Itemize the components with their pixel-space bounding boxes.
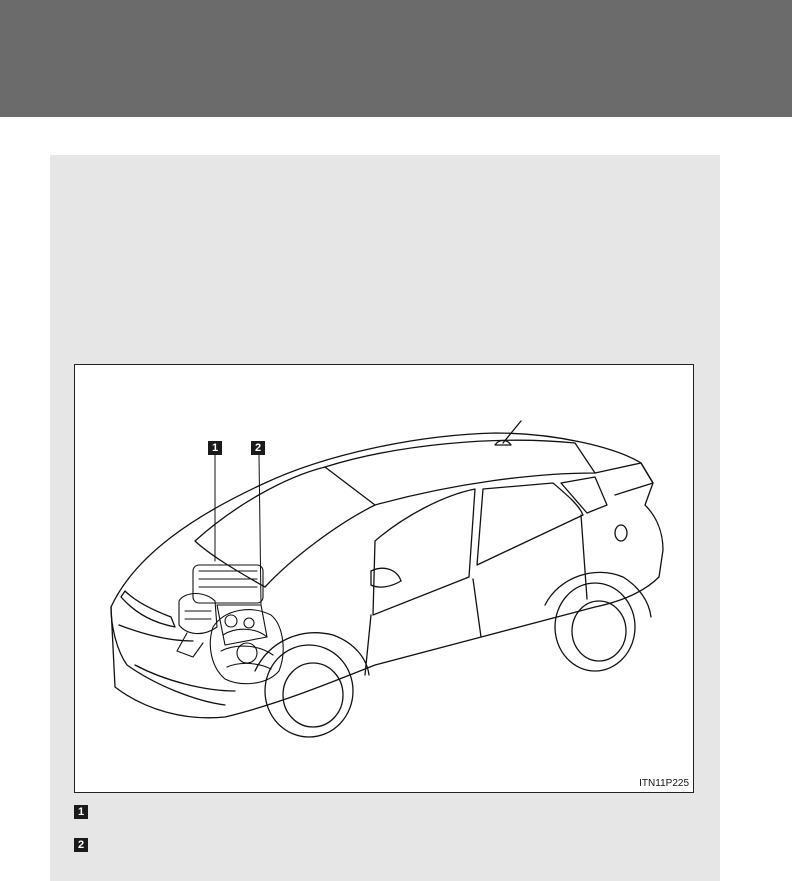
vehicle-illustration xyxy=(74,364,694,793)
header-band xyxy=(0,0,792,117)
callout-1: 1 xyxy=(208,441,222,455)
legend-marker-1: 1 xyxy=(74,805,88,819)
figure-code: ITN11P225 xyxy=(639,778,689,789)
car-drawing xyxy=(75,365,693,792)
legend-marker-2: 2 xyxy=(74,838,88,852)
callout-2: 2 xyxy=(251,441,265,455)
